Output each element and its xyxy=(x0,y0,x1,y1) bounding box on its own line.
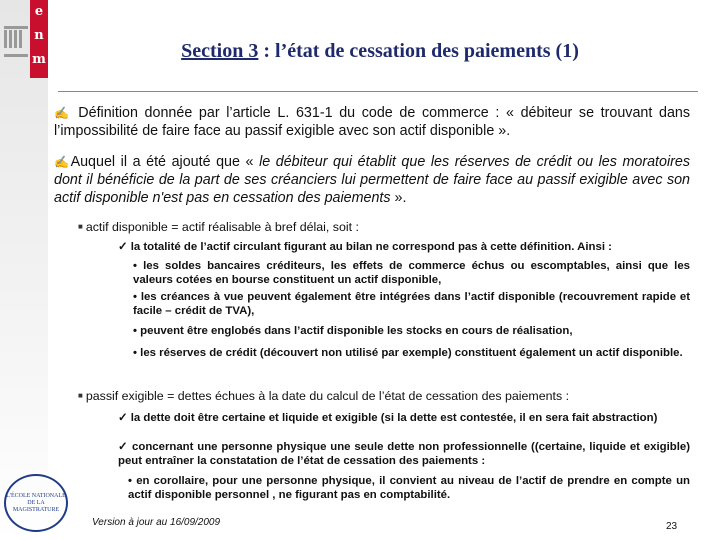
republic-seal xyxy=(4,474,68,532)
enm-logo xyxy=(0,0,48,78)
page-title xyxy=(60,40,700,63)
actif-item-3: • peuvent être englobés dans l’actif disponible les stocks en cours de réalisation, xyxy=(133,325,573,337)
seal-text: L'ÉCOLE NATIONALE DE LA MAGISTRATURE xyxy=(6,492,66,513)
passif-check-1: ✓ la dette doit être certaine et liquide et exigible (si la dette est contestée, il en sera fait abstraction) xyxy=(118,412,658,424)
writing-hand-icon: ✍ xyxy=(54,155,71,169)
checkmark-icon: ✓ xyxy=(118,241,131,253)
actif-check-line: ✓ la totalité de l’actif circulant figurant au bilan ne correspond pas à cette définition. Ainsi : xyxy=(118,241,612,253)
actif-item-2: • les créances à vue peuvent également être intégrées dans l’actif disponible (recouvrement rapide et facile – crédit de TVA), xyxy=(133,291,690,317)
actif-disponible-line: ■ actif disponible = actif réalisable à bref délai, soit : xyxy=(78,220,359,234)
addition-intro: Auquel il a été ajouté que « xyxy=(70,154,260,170)
square-bullet-icon: ■ xyxy=(78,222,83,231)
actif-item-4: • les réserves de crédit (découvert non utilisé par exemple) constituent également un actif disponible. xyxy=(133,347,683,359)
definition-paragraph xyxy=(54,104,690,140)
small-bullet-icon: • xyxy=(133,347,141,359)
logo-letter-e: e xyxy=(34,4,44,19)
addition-end: ». xyxy=(390,190,407,206)
version-note: Version à jour au 16/09/2009 xyxy=(92,517,221,528)
checkmark-icon: ✓ xyxy=(118,441,133,453)
small-bullet-icon: • xyxy=(133,291,141,303)
small-bullet-icon: • xyxy=(133,325,141,337)
title-rest: : l’état de cessation des paiements (1) xyxy=(258,40,579,62)
title-section: Section 3 xyxy=(181,40,259,62)
actif-item-1: • les soldes bancaires créditeurs, les effets de commerce échus ou escomptables, ainsi que les valeurs cotées en bourse constituent un actif disponible, xyxy=(133,260,690,286)
columns-icon xyxy=(4,26,28,57)
title-divider xyxy=(58,91,698,92)
left-sidebar xyxy=(0,0,48,540)
addition-quote: le débiteur qui établit que les réserves de crédit ou les moratoires dont il bénéficie de la part de ses créanciers lui permettent de faire face au passif exigible avec son actif disponible n'est pas en cessation des paiements xyxy=(54,154,690,206)
passif-check-2: ✓ concernant une personne physique une seule dette non professionnelle ((certaine, liquide et exigible) peut entraîner la constatation de l’état de cessation des paiements : xyxy=(118,441,690,467)
definition-text: Définition donnée par l’article L. 631-1 du code de commerce : « débiteur se trouvant dans l’impossibilité de faire face au passif exigible avec son actif disponible ». xyxy=(54,105,690,139)
addition-paragraph xyxy=(54,153,690,207)
page-number: 23 xyxy=(666,521,678,532)
checkmark-icon: ✓ xyxy=(118,412,131,424)
small-bullet-icon: • xyxy=(128,475,137,487)
passif-item: • en corollaire, pour une personne physique, il convient au niveau de l’actif de prendre en compte un actif disponible personnel , ne figurant pas en comptabilité. xyxy=(128,475,690,501)
small-bullet-icon: • xyxy=(133,260,144,272)
logo-letter-m: m xyxy=(32,52,46,67)
logo-red-band xyxy=(30,0,48,78)
square-bullet-icon: ■ xyxy=(78,391,83,400)
passif-exigible-line: ■ passif exigible = dettes échues à la date du calcul de l’état de cessation des paiements : xyxy=(78,389,570,403)
logo-letter-n: n xyxy=(34,28,44,43)
writing-hand-icon: ✍ xyxy=(54,106,72,120)
